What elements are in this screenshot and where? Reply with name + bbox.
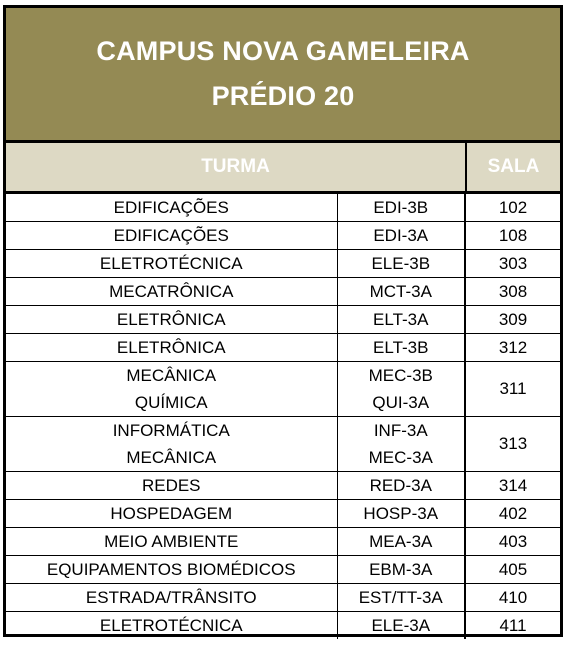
class-code-cell-text: ELE-3A	[371, 616, 431, 635]
rooms-table-body	[6, 194, 560, 639]
room-cell: 102	[465, 194, 560, 222]
class-code-cell	[337, 528, 465, 556]
class-code-cell-text: MCT-3A	[369, 282, 432, 301]
class-code-cell-text: RED-3A	[369, 476, 432, 495]
class-code-cell-text: ELT-3A	[373, 310, 429, 329]
table-row	[6, 417, 560, 472]
room-cell: 303	[465, 250, 560, 278]
class-code-cell	[337, 417, 465, 472]
course-cell	[6, 612, 337, 640]
class-code-cell	[337, 250, 465, 278]
class-code-cell-text: INF-3A	[373, 421, 428, 440]
course-cell	[6, 306, 337, 334]
class-code-cell-text: QUI-3A	[372, 393, 430, 412]
course-cell	[6, 584, 337, 612]
table-row	[6, 362, 560, 417]
room-cell: 403	[465, 528, 560, 556]
course-cell	[6, 250, 337, 278]
class-code-cell-text: MEC-3B	[368, 366, 433, 385]
class-code-cell-text: MEA-3A	[369, 532, 433, 551]
table-row	[6, 528, 560, 556]
table-row	[6, 584, 560, 612]
room-cell: 402	[465, 500, 560, 528]
course-cell-text: MECÂNICA	[126, 448, 217, 467]
course-cell	[6, 528, 337, 556]
course-cell-text: MEIO AMBIENTE	[104, 532, 239, 551]
course-cell-text: EDIFICAÇÕES	[113, 226, 229, 245]
course-cell	[6, 334, 337, 362]
class-code-cell	[337, 612, 465, 640]
class-code-cell-text: EDI-3B	[373, 198, 429, 217]
table-row	[6, 500, 560, 528]
course-cell-text: ESTRADA/TRÂNSITO	[85, 588, 257, 607]
building-title: PRÉDIO 20	[211, 81, 355, 111]
class-code-cell	[337, 556, 465, 584]
room-cell: 108	[465, 222, 560, 250]
class-code-cell	[337, 472, 465, 500]
class-code-cell	[337, 334, 465, 362]
table-row	[6, 194, 560, 222]
class-code-cell-text: HOSP-3A	[363, 504, 439, 523]
header-turma: TURMA	[201, 156, 270, 177]
table-row	[6, 472, 560, 500]
room-cell: 410	[465, 584, 560, 612]
course-cell	[6, 556, 337, 584]
room-cell: 313	[465, 417, 560, 472]
table-row	[6, 612, 560, 640]
room-cell: 312	[465, 334, 560, 362]
table-row	[6, 222, 560, 250]
table-row	[6, 306, 560, 334]
table-row	[6, 556, 560, 584]
room-cell: 308	[465, 278, 560, 306]
course-cell-text: ELETRÔNICA	[116, 338, 226, 357]
room-cell: 311	[465, 362, 560, 417]
class-code-cell-text: MEC-3A	[368, 448, 433, 467]
header-sala: SALA	[465, 143, 560, 191]
course-cell	[6, 194, 337, 222]
course-cell	[6, 278, 337, 306]
class-code-cell-text: ELT-3B	[373, 338, 429, 357]
course-cell-text: EQUIPAMENTOS BIOMÉDICOS	[46, 560, 296, 579]
course-cell-text: HOSPEDAGEM	[110, 504, 233, 523]
course-cell-text: QUÍMICA	[134, 393, 208, 412]
room-cell: 314	[465, 472, 560, 500]
course-cell-text: ELETROTÉCNICA	[99, 254, 243, 273]
course-cell-text: EDIFICAÇÕES	[113, 198, 229, 217]
class-code-cell	[337, 500, 465, 528]
table-row	[6, 278, 560, 306]
class-code-cell-text: EST/TT-3A	[358, 588, 443, 607]
class-code-cell	[337, 222, 465, 250]
class-code-cell	[337, 306, 465, 334]
course-cell-text: INFORMÁTICA	[112, 421, 230, 440]
course-cell-text: MECATRÔNICA	[109, 282, 234, 301]
class-code-cell	[337, 194, 465, 222]
class-code-cell	[337, 584, 465, 612]
table-header	[6, 143, 560, 194]
course-cell	[6, 362, 337, 417]
class-code-cell	[337, 362, 465, 417]
room-allocation-sheet	[3, 5, 563, 637]
course-cell-text: REDES	[141, 476, 201, 495]
course-cell	[6, 222, 337, 250]
room-cell: 309	[465, 306, 560, 334]
course-cell-text: ELETROTÉCNICA	[99, 616, 243, 635]
class-code-cell-text: EBM-3A	[369, 560, 433, 579]
course-cell	[6, 472, 337, 500]
title-block	[6, 8, 560, 143]
table-row	[6, 334, 560, 362]
room-cell: 405	[465, 556, 560, 584]
course-cell	[6, 500, 337, 528]
room-cell: 411	[465, 612, 560, 640]
course-cell-text: MECÂNICA	[126, 366, 217, 385]
class-code-cell	[337, 278, 465, 306]
table-row	[6, 250, 560, 278]
campus-title: CAMPUS NOVA GAMELEIRA	[96, 36, 470, 66]
rooms-table	[6, 194, 560, 639]
course-cell	[6, 417, 337, 472]
course-cell-text: ELETRÔNICA	[116, 310, 226, 329]
class-code-cell-text: EDI-3A	[373, 226, 429, 245]
class-code-cell-text: ELE-3B	[371, 254, 431, 273]
